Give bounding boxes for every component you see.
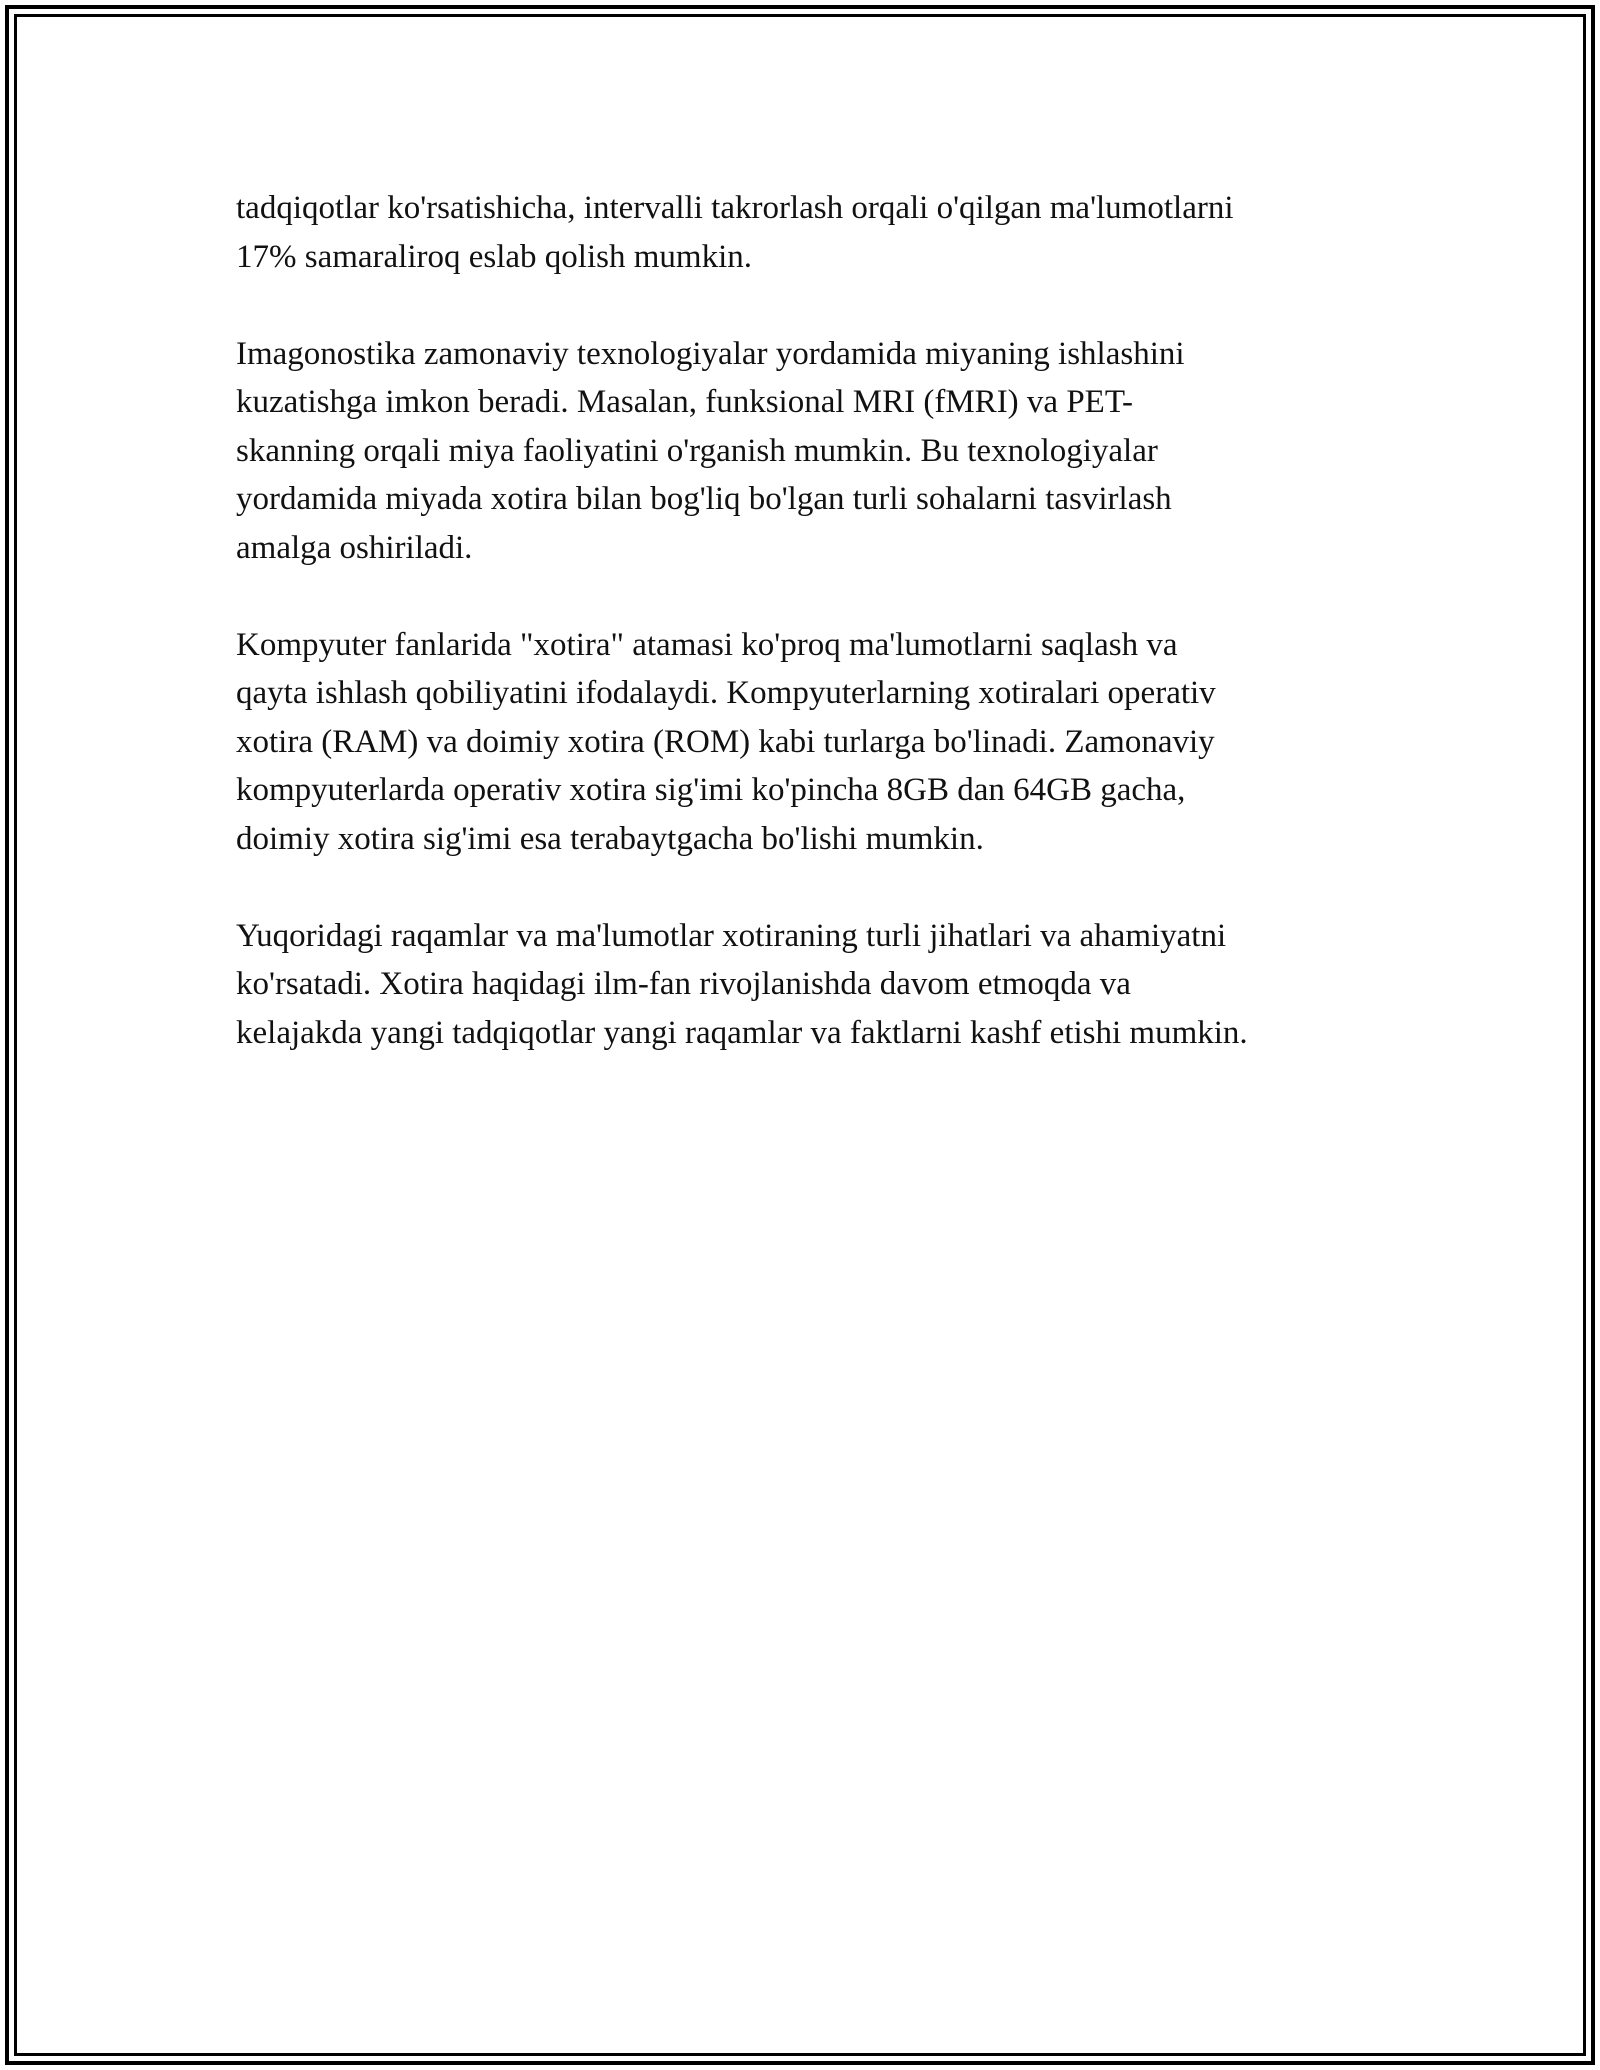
paragraph-spaced-repetition: tadqiqotlar ko'rsatishicha, intervalli takrorlash orqali o'qilgan ma'lumotlarni 17% samaraliroq eslab qolish mumkin.	[236, 190, 1234, 275]
paragraph-computer-memory: Kompyuter fanlarida "xotira" atamasi ko'proq ma'lumotlarni saqlash va qayta ishlash qobiliyatini ifodalaydi. Kompyuterlarning xotiralari operativ xotira (RAM) va doimiy xotira (ROM) kabi turlarga bo'linadi. Zamonaviy kompyuterlarda operativ xotira sig'imi ko'pincha 8GB dan 64GB gacha, doimiy xotira sig'imi esa terabaytgacha bo'lishi mumkin.	[236, 626, 1216, 857]
document-body	[236, 184, 1376, 1106]
paragraph-conclusion: Yuqoridagi raqamlar va ma'lumotlar xotiraning turli jihatlari va ahamiyatni ko'rsatadi. Xotira haqidagi ilm-fan rivojlanishda davom etmoqda va kelajakda yangi tadqiqotlar yangi raqamlar va faktlarni kashf etishi mumkin.	[236, 917, 1248, 1051]
paragraph-neuroimaging: Imagonostika zamonaviy texnologiyalar yordamida miyaning ishlashini kuzatishga imkon beradi. Masalan, funksional MRI (fMRI) va PET- skanning orqali miya faoliyatini o'rganish mumkin. Bu texnologiyalar yordamida miyada xotira bilan bog'liq bo'lgan turli sohalarni tasvirlash amalga oshiriladi.	[236, 335, 1185, 566]
